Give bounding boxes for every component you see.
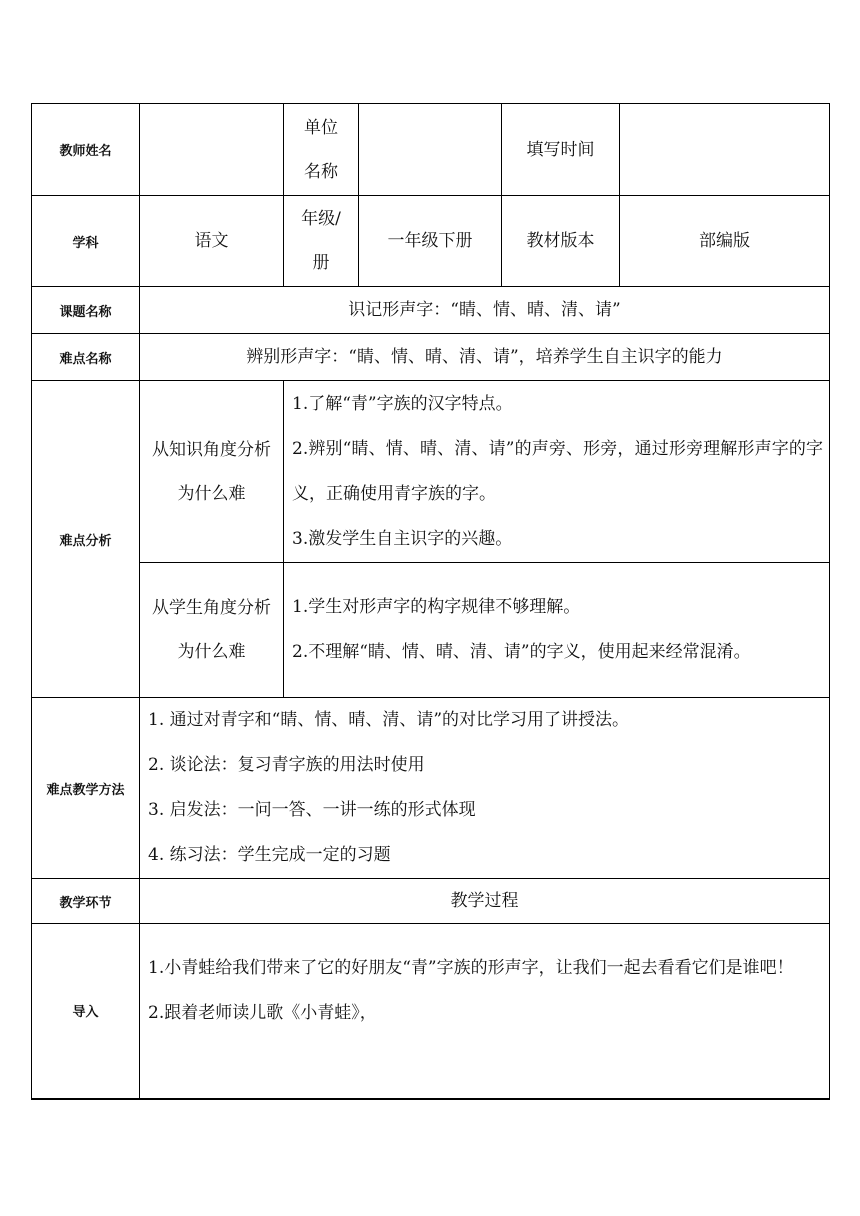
student-point: 1.学生对形声字的构字规律不够理解。: [292, 597, 581, 617]
grade-label: 年级/册: [284, 196, 359, 287]
edition-label: 教材版本: [502, 196, 620, 287]
knowledge-point: 2.辨别“睛、情、晴、清、请”的声旁、形旁，通过形旁理解形声字的字义，正确使用青字族的字。: [292, 438, 823, 504]
topic-label: 课题名称: [32, 287, 140, 334]
student-angle-label: 从学生角度分析为什么难: [140, 563, 284, 698]
process-value: 教学过程: [140, 879, 830, 924]
knowledge-points: [284, 381, 830, 563]
analysis-knowledge-row: [32, 381, 830, 563]
methods-list: [140, 698, 830, 879]
process-row: [32, 879, 830, 924]
method-item: 2. 谈论法：复习青字族的用法时使用: [148, 755, 425, 775]
process-label: 教学环节: [32, 879, 140, 924]
knowledge-angle-label: 从知识角度分析为什么难: [140, 381, 284, 563]
student-point: 2.不理解“睛、情、晴、清、请”的字义，使用起来经常混淆。: [292, 642, 751, 662]
unit-name-value[interactable]: [359, 104, 502, 196]
info-row-1: [32, 104, 830, 196]
grade-value: 一年级下册: [359, 196, 502, 287]
knowledge-point: 3.激发学生自主识字的兴趣。: [292, 528, 513, 549]
fill-time-value[interactable]: [620, 104, 830, 196]
analysis-label: 难点分析: [32, 381, 140, 698]
difficulty-value: 辨别形声字：“睛、情、晴、清、请”，培养学生自主识字的能力: [140, 334, 830, 381]
edition-value: 部编版: [620, 196, 830, 287]
lesson-plan-table: [31, 103, 830, 1100]
teacher-name-label: 教师姓名: [32, 104, 140, 196]
intro-row: [32, 924, 830, 1099]
difficulty-row: [32, 334, 830, 381]
intro-content: [140, 924, 830, 1099]
method-item: 3. 启发法：一问一答、一讲一练的形式体现: [148, 800, 476, 820]
subject-label: 学科: [32, 196, 140, 287]
intro-item: 1.小青蛙给我们带来了它的好朋友“青”字族的形声字，让我们一起去看看它们是谁吧！: [148, 958, 794, 978]
unit-name-label: 单位名称: [284, 104, 359, 196]
knowledge-point: 1.了解“青”字族的汉字特点。: [292, 393, 513, 414]
info-row-2: [32, 196, 830, 287]
topic-row: [32, 287, 830, 334]
topic-value: 识记形声字：“睛、情、晴、清、请”: [140, 287, 830, 334]
intro-label: 导入: [32, 924, 140, 1099]
method-item: 4. 练习法：学生完成一定的习题: [148, 845, 391, 865]
methods-label: 难点教学方法: [32, 698, 140, 879]
fill-time-label: 填写时间: [502, 104, 620, 196]
teacher-name-value[interactable]: [140, 104, 284, 196]
student-points: [284, 563, 830, 698]
method-item: 1. 通过对青字和“睛、情、晴、清、请”的对比学习用了讲授法。: [148, 710, 630, 730]
difficulty-label: 难点名称: [32, 334, 140, 381]
analysis-student-row: [32, 563, 830, 698]
methods-row: [32, 698, 830, 879]
subject-value: 语文: [140, 196, 284, 287]
intro-item: 2.跟着老师读儿歌《小青蛙》，: [148, 1003, 377, 1023]
